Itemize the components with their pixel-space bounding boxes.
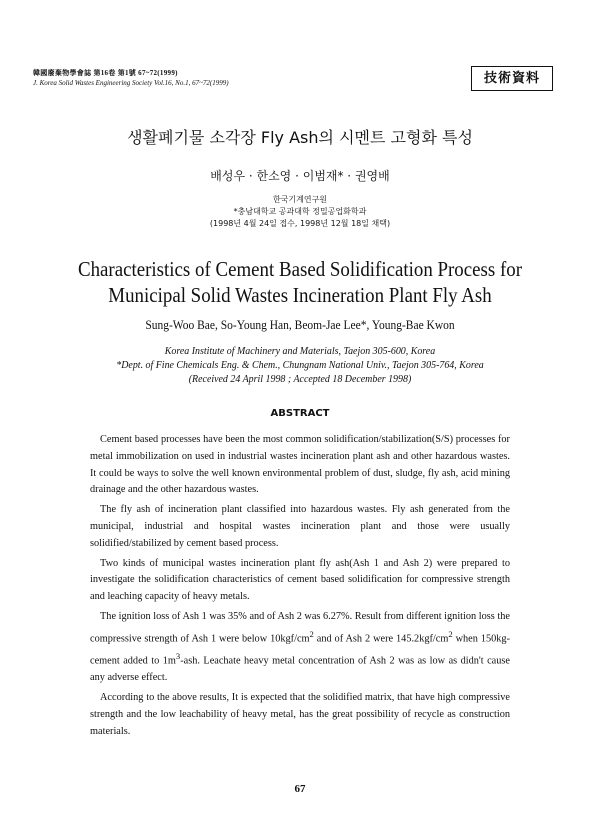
abstract-p4-sup-1: 2 [309,628,314,639]
page-number: 67 [294,783,306,795]
abstract-paragraph-1: Cement based processes have been the most common solidification/stabilization(S/S) processes for metal immobilization on used in industrial wastes incineration plant ash and other hazardous wastes. It could be ways to solve the well known environmental problem of dust, sludge, fly ash, acid mining drainage and the other hazardous wastes. [90,434,510,496]
english-received-dates: (Received 24 April 1998 ; Accepted 18 December 1998) [188,373,412,385]
abstract-paragraph-4 [90,609,510,687]
english-title-line-2: Municipal Solid Wastes Incineration Plant Fly Ash [108,283,492,307]
abstract-p4-text-a: The ignition loss of Ash 1 was 35% and of Ash 2 was 6.27%. Result from different ignition loss the compressive strength of Ash 1 were below 10kgf/cm [90,610,510,645]
abstract-paragraph-5: According to the above results, It is expected that the solidified matrix, that have high compressive strength and the low leachability of heavy metal, has the great possibility of recycle as construction materials. [90,692,510,737]
english-affiliations [24,344,576,386]
english-affiliation-2: *Dept. of Fine Chemicals Eng. & Chem., Chungnam National Univ., Taejon 305-764, Korea [116,359,484,371]
korean-affiliations [0,194,600,230]
abstract-paragraph-3: Two kinds of municipal wastes incineration plant fly ash(Ash 1 and Ash 2) were prepared to investigate the solidification characteristics of cement based solidification for compressive strength and leaching capacity of heavy metals. [90,557,510,603]
abstract-paragraph-2: The fly ash of incineration plant classified into hazardous wastes. Fly ash generated from the municipal, industrial and hospital wastes incineration plant and those were usually solidified/stabilized by cement based process. [90,504,510,549]
journal-citation [33,68,229,88]
korean-affiliation-1: 한국기계연구원 [272,195,328,204]
korean-affiliation-2: *충남대학교 공과대학 정밀공업화학과 [233,207,367,216]
abstract-p4-text-d: -ash. Leachate heavy metal concentration of Ash 2 was as low as didn't cause any adverse effect. [90,655,510,684]
abstract-body [90,432,510,743]
english-title [30,256,570,308]
abstract-p4-sup-2: 2 [448,628,453,639]
abstract-p4-sup-3: 3 [175,650,181,661]
abstract-p4-text-c: when 150kg-cement added to 1m [90,633,511,667]
korean-authors: 배성우 · 한소영 · 이범재* · 권영배 [210,169,390,183]
english-title-line-1: Characteristics of Cement Based Solidification Process for [77,257,523,281]
korean-received-dates: (1998년 4월 24일 접수, 1998년 12월 18일 채택) [209,219,391,228]
english-affiliation-1: Korea Institute of Machinery and Materials, Taejon 305-600, Korea [164,345,436,357]
abstract-heading: ABSTRACT [270,408,330,419]
korean-title: 생활폐기물 소각장 Fly Ash의 시멘트 고형화 특성 [127,128,473,147]
abstract-p4-text-b: and of Ash 2 were 145.2kgf/cm [313,633,449,645]
journal-citation-korean: 韓國廢棄物學會誌 第16卷 第1號 67~72(1999) [33,69,178,77]
journal-citation-english: J. Korea Solid Wastes Engineering Society Vol.16, No.1, 67~72(1999) [33,79,229,87]
english-authors: Sung-Woo Bae, So-Young Han, Beom-Jae Lee*, Young-Bae Kwon [145,318,455,332]
article-type-badge: 技術資料 [471,66,553,91]
